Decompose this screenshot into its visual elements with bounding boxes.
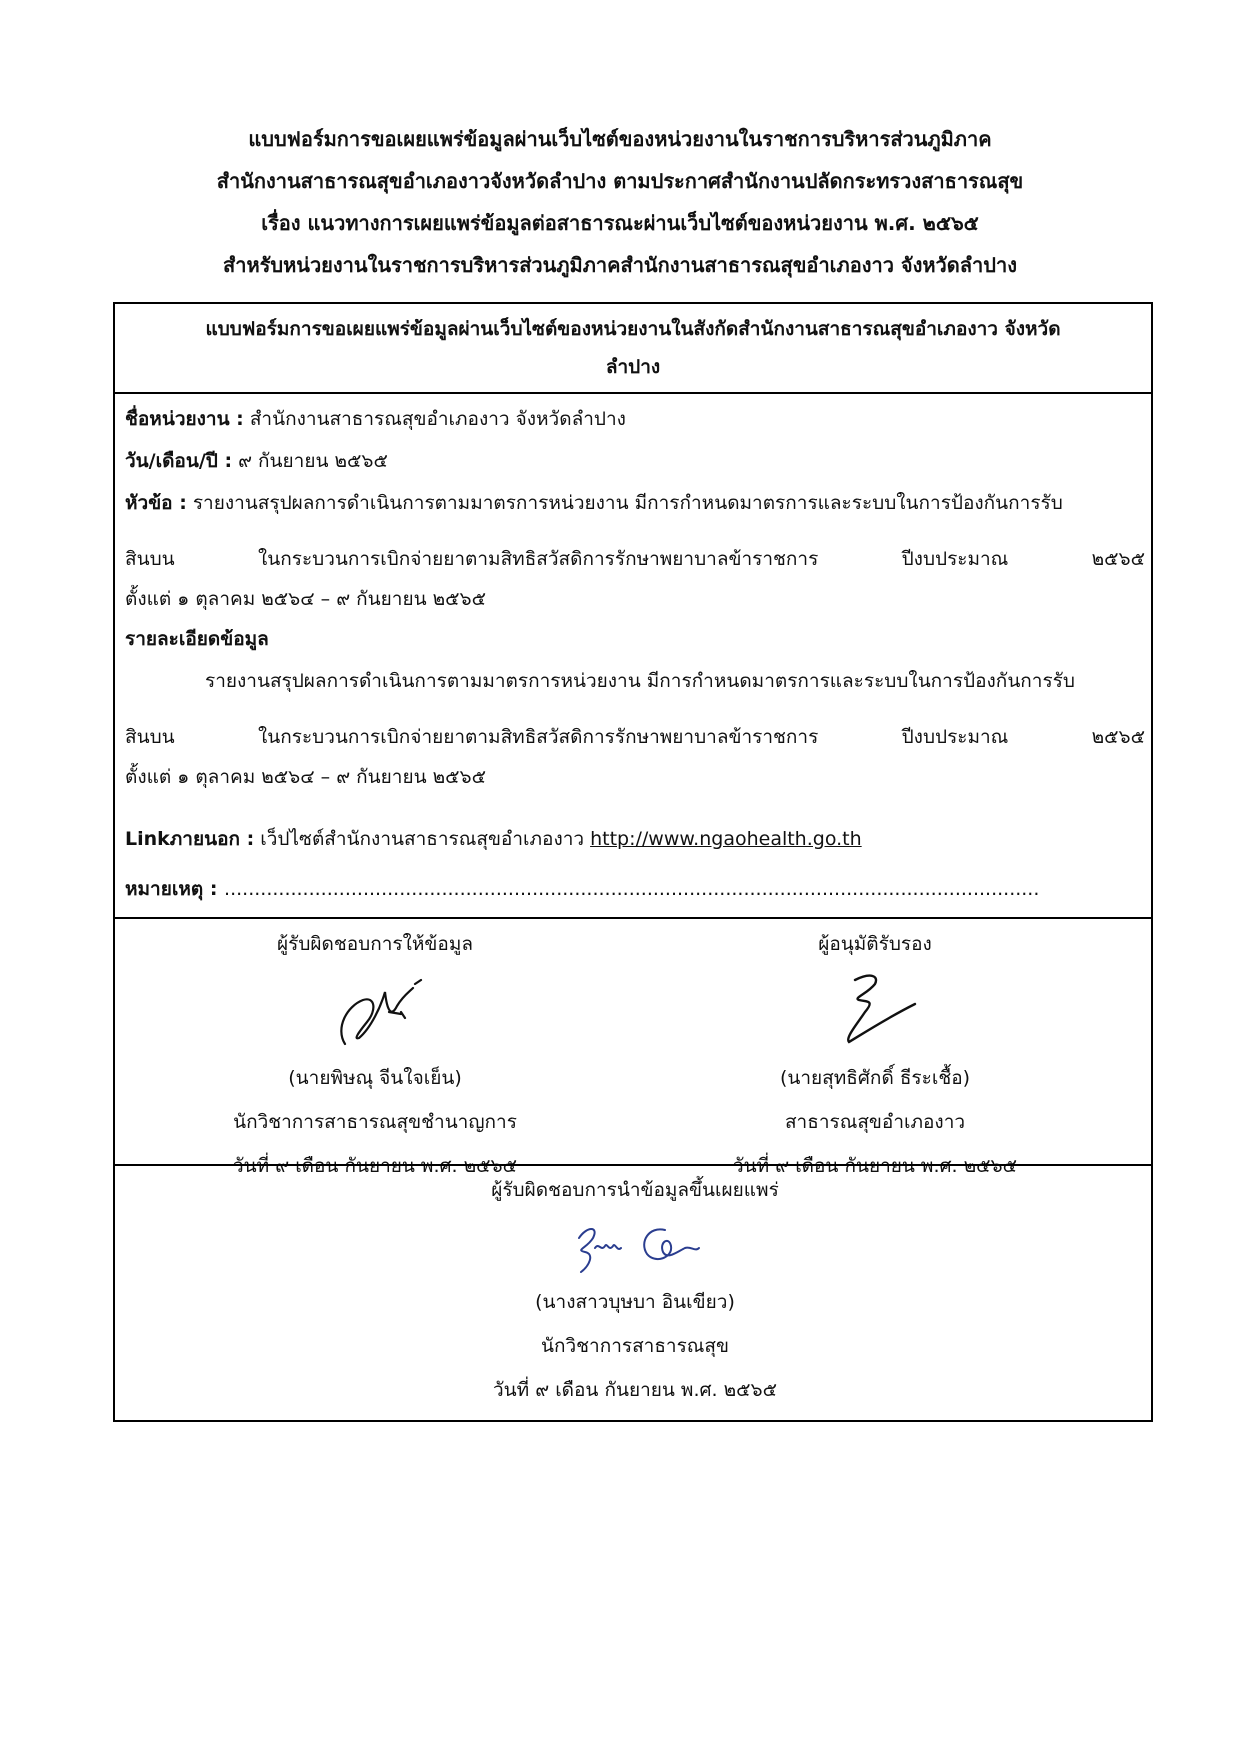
left-date: วันที่ ๙ เดือน กันยายน พ.ศ. ๒๕๖๕ xyxy=(233,1155,517,1177)
date-label: วัน/เดือน/ปี : xyxy=(125,450,233,472)
form-title-line-1: แบบฟอร์มการขอเผยแพร่ข้อมูลผ่านเว็บไซต์ของหน่วยงานในสังกัดสำนักงานสาธารณสุขอำเภองาว จังหวัด xyxy=(205,318,1061,340)
bottom-name: (นางสาวบุษบา อินเขียว) xyxy=(535,1291,735,1313)
note-dots: ....................................................................................................................................... xyxy=(224,878,1040,900)
external-link-field xyxy=(125,824,862,854)
unit-label: ชื่อหน่วยงาน : xyxy=(125,408,244,430)
signature-block-bottom xyxy=(435,1172,835,1412)
header-line-3: เรื่อง แนวทางการเผยแพร่ข้อมูลต่อสาธารณะผ่านเว็บไซต์ของหน่วยงาน พ.ศ. ๒๕๖๕ xyxy=(261,211,979,235)
signature-bottom xyxy=(535,1208,735,1280)
detail-line-1: รายงานสรุปผลการดำเนินการตามมาตรการหน่วยงาน มีการกำหนดมาตรการและระบบในการป้องกันการรับ xyxy=(205,670,1075,692)
right-name: (นายสุทธิศักดิ์ ธีระเชื้อ) xyxy=(779,1067,971,1089)
signature-right xyxy=(805,966,945,1056)
form-title-line-2: ลำปาง xyxy=(605,356,661,378)
topic-line-3: ตั้งแต่ ๑ ตุลาคม ๒๕๖๔ – ๙ กันยายน ๒๕๖๕ xyxy=(125,588,486,610)
bottom-position: นักวิชาการสาธารณสุข xyxy=(540,1335,730,1357)
form-title xyxy=(115,304,1151,392)
header-line-1: แบบฟอร์มการขอเผยแพร่ข้อมูลผ่านเว็บไซต์ของหน่วยงานในราชการบริหารส่วนภูมิภาค xyxy=(248,127,992,151)
topic-line-2: สินบน ในกระบวนการเบิกจ่ายยาตามสิทธิสวัสดิการรักษาพยาบาลข้าราชการ ปีงบประมาณ ๒๕๖๕ xyxy=(125,548,1145,570)
detail-line-3: ตั้งแต่ ๑ ตุลาคม ๒๕๖๔ – ๙ กันยายน ๒๕๖๕ xyxy=(125,766,486,788)
note-field xyxy=(125,874,1039,904)
link-label: Linkภายนอก : xyxy=(125,828,255,850)
header-line-4: สำหรับหน่วยงานในราชการบริหารส่วนภูมิภาคสำนักงานสาธารณสุขอำเภองาว จังหวัดลำปาง xyxy=(223,253,1017,277)
topic-label: หัวข้อ : xyxy=(125,492,187,514)
header-line-2: สำนักงานสาธารณสุขอำเภองาวจังหวัดลำปาง ตามประกาศสำนักงานปลัดกระทรวงสาธารณสุข xyxy=(216,169,1024,193)
left-position: นักวิชาการสาธารณสุขชำนาญการ xyxy=(233,1111,517,1133)
link-prefix: เว็ปไซต์สำนักงานสาธารณสุขอำเภองาว xyxy=(254,828,591,850)
signature-block-right xyxy=(675,922,1075,1188)
website-link[interactable]: http://www.ngaohealth.go.th xyxy=(590,828,862,850)
note-label: หมายเหตุ : xyxy=(125,878,225,900)
topic-field xyxy=(125,488,1063,518)
bottom-role: ผู้รับผิดชอบการนำข้อมูลขึ้นเผยแพร่ xyxy=(491,1179,779,1201)
bottom-date: วันที่ ๙ เดือน กันยายน พ.ศ. ๒๕๖๕ xyxy=(493,1379,777,1401)
date-value: ๙ กันยายน ๒๕๖๕ xyxy=(232,450,388,472)
left-name: (นายพิษณุ จีนใจเย็น) xyxy=(288,1067,462,1089)
signature-left xyxy=(305,966,445,1056)
right-role: ผู้อนุมัติรับรอง xyxy=(818,933,932,955)
document-header xyxy=(0,118,1240,286)
bottom-divider xyxy=(115,1164,1151,1166)
signature-block-left xyxy=(195,922,555,1188)
unit-value: สำนักงานสาธารณสุขอำเภองาว จังหวัดลำปาง xyxy=(243,408,626,430)
unit-field xyxy=(125,404,626,434)
detail-line-2: สินบน ในกระบวนการเบิกจ่ายยาตามสิทธิสวัสดิการรักษาพยาบาลข้าราชการ ปีงบประมาณ ๒๕๖๕ xyxy=(125,726,1145,748)
detail-label: รายละเอียดข้อมูล xyxy=(125,628,269,650)
right-date: วันที่ ๙ เดือน กันยายน พ.ศ. ๒๕๖๕ xyxy=(733,1155,1017,1177)
left-role: ผู้รับผิดชอบการให้ข้อมูล xyxy=(277,933,473,955)
signature-divider xyxy=(115,917,1151,919)
title-divider xyxy=(115,392,1151,394)
right-position: สาธารณสุขอำเภองาว xyxy=(784,1111,966,1133)
date-field xyxy=(125,446,388,476)
topic-line-1: รายงานสรุปผลการดำเนินการตามมาตรการหน่วยงาน มีการกำหนดมาตรการและระบบในการป้องกันการรับ xyxy=(186,492,1063,514)
publication-form-box xyxy=(113,302,1153,1422)
